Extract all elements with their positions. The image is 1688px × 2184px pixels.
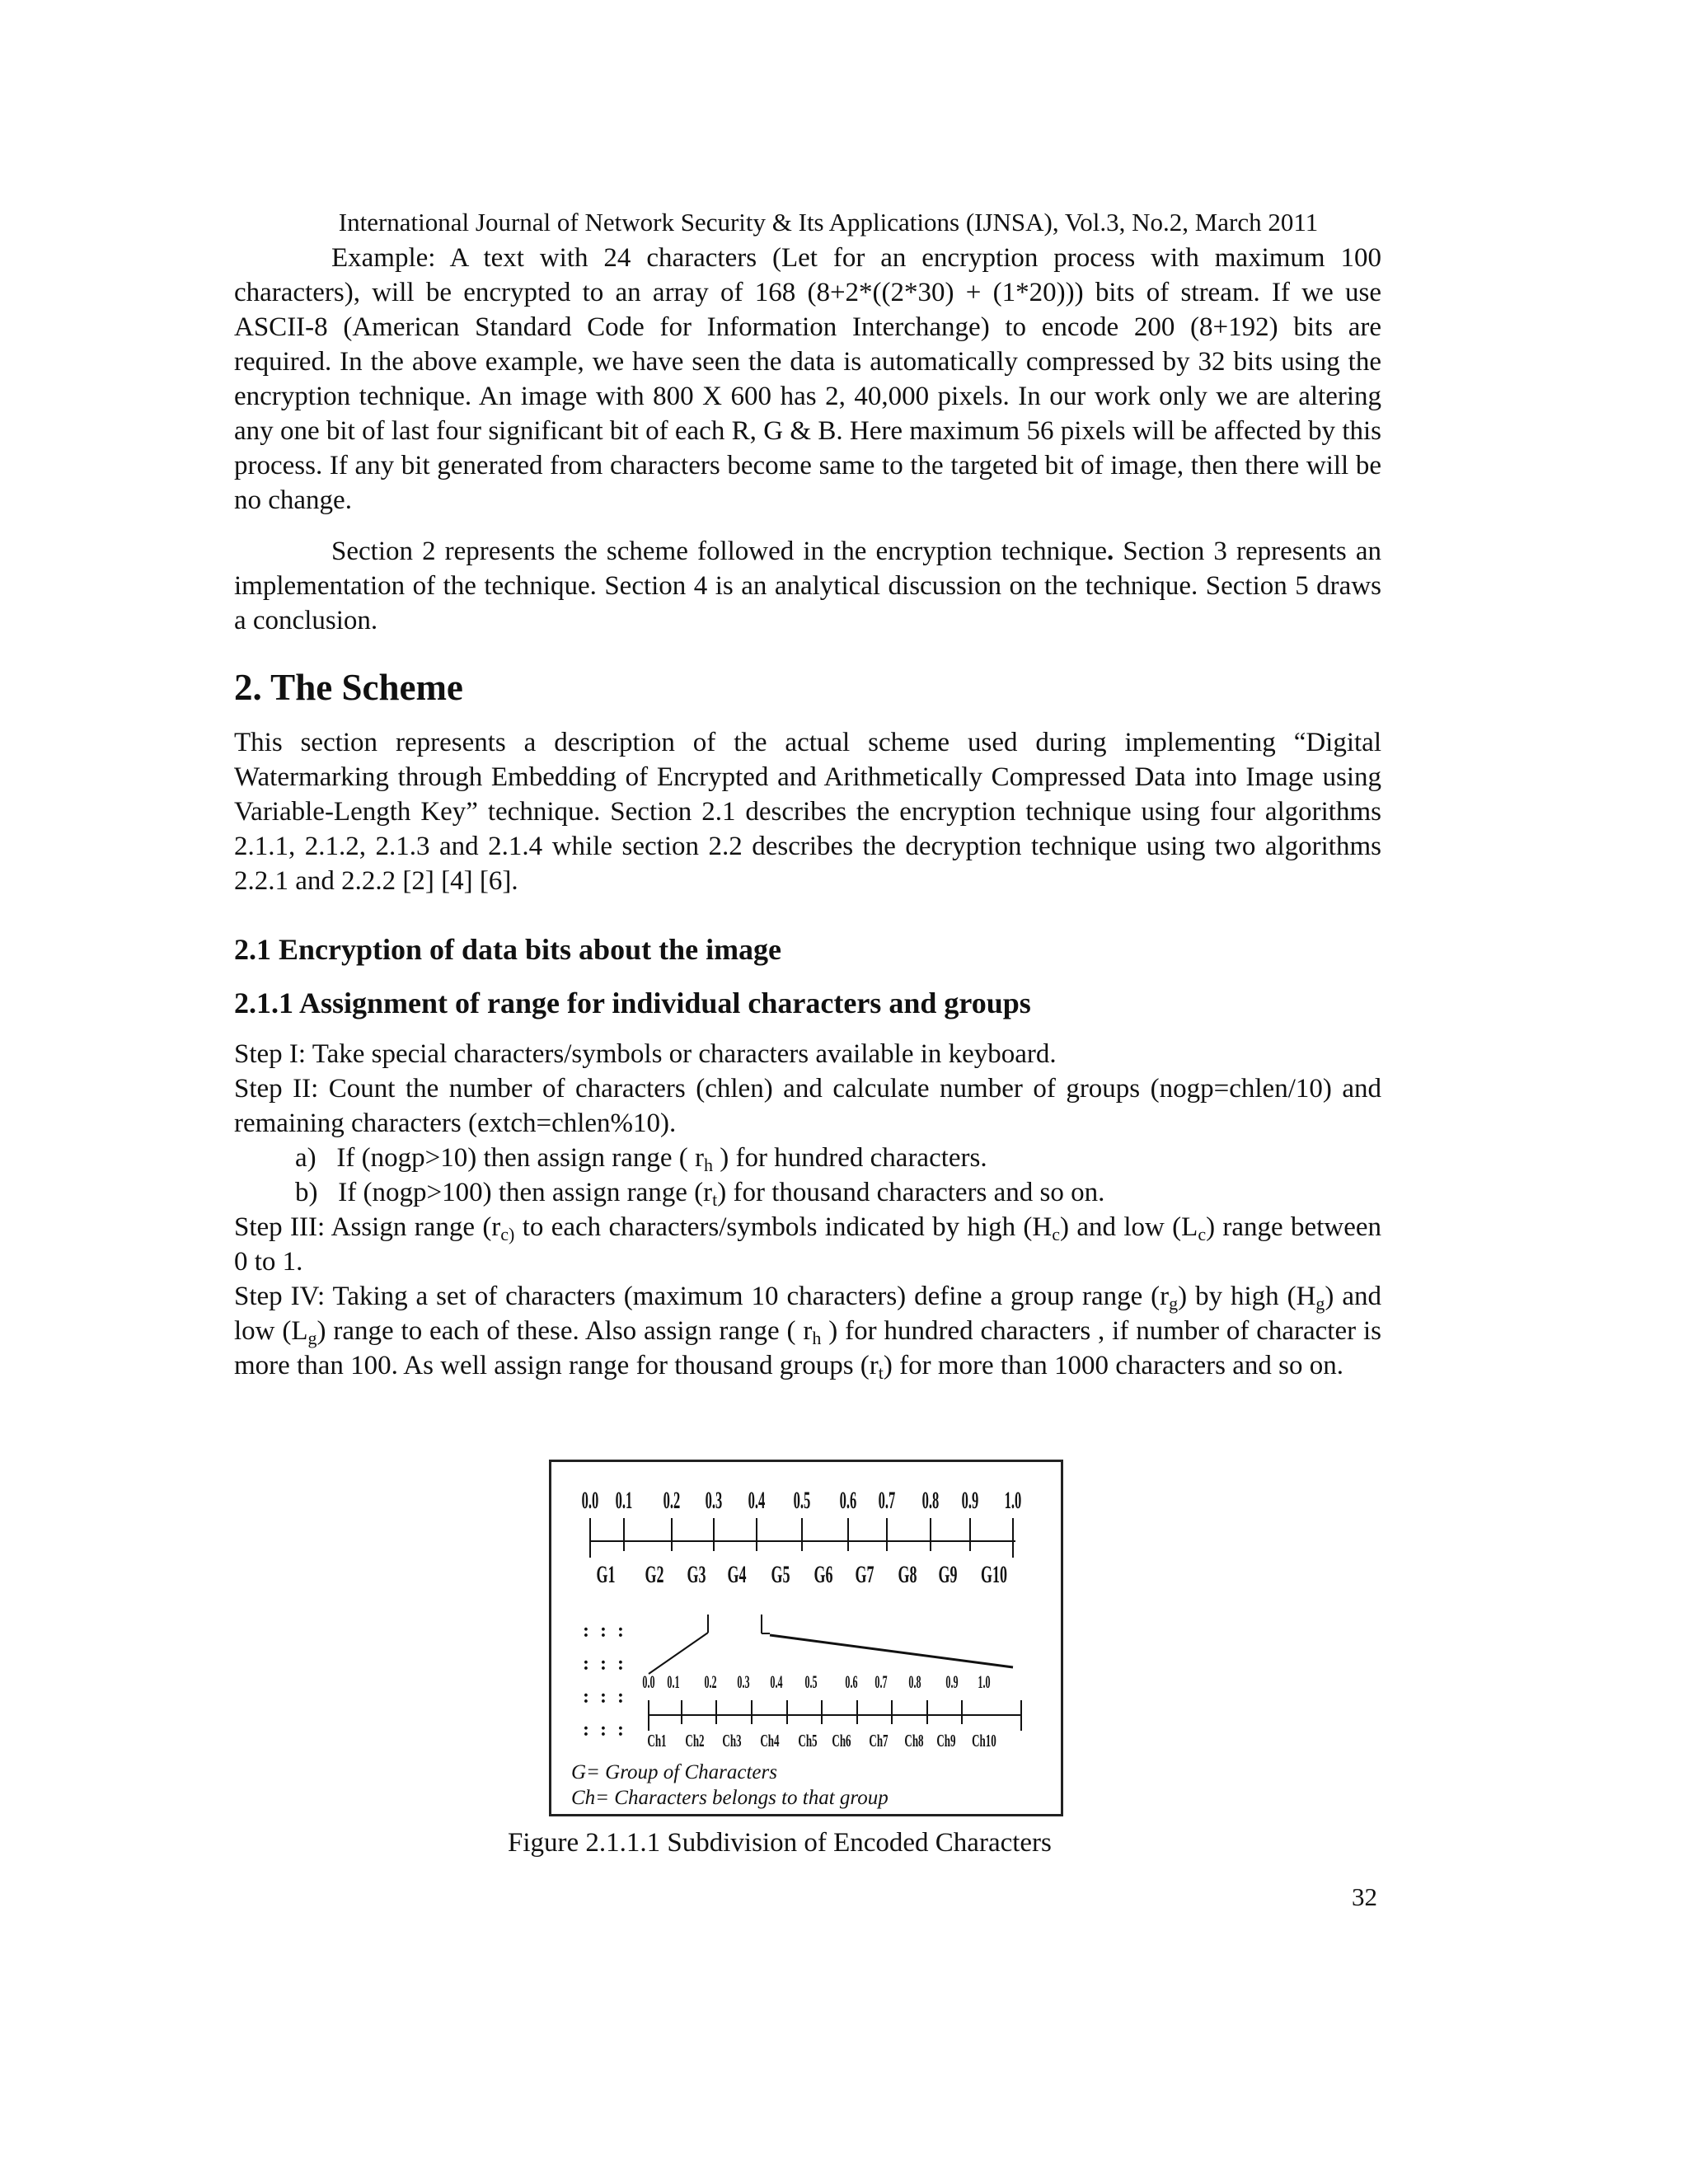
dots-marker: : (617, 1653, 624, 1675)
item-b-marker: b) (295, 1178, 318, 1207)
bottom-scale-label: 0.0 (642, 1671, 655, 1692)
figure-caption: Figure 2.1.1.1 Subdivision of Encoded Characters (508, 1828, 1052, 1858)
step-4 (234, 1279, 1381, 1383)
step-4-t2: ) by high (H (1178, 1282, 1316, 1311)
top-scale-label: 0.4 (748, 1486, 766, 1515)
dots-marker: : (617, 1686, 624, 1708)
dots-marker: : (617, 1719, 624, 1741)
group-label: G2 (645, 1561, 664, 1589)
step-2: Step II: Count the number of characters (chlen) and calculate number of groups (nogp=chlen/10) and remaining characters (extch=chlen%10). (234, 1074, 1381, 1138)
group-label: G4 (727, 1561, 747, 1589)
step-4-t4: ) range to each of these. Also assign range ( r (316, 1316, 813, 1346)
step-4-s5: t (878, 1362, 884, 1383)
bottom-scale-label: 0.2 (704, 1671, 717, 1692)
sections-overview-text-a: Section 2 represents the scheme followed in the encryption technique (331, 537, 1107, 566)
top-scale-label: 0.0 (581, 1486, 599, 1515)
steps-block (234, 1037, 1381, 1383)
top-scale-label: 0.8 (921, 1486, 940, 1515)
step-3-t2: to each characters/symbols indicated by high (H (514, 1212, 1053, 1242)
top-scale-label: 0.3 (705, 1486, 723, 1515)
step-3-s2: c (1052, 1224, 1061, 1244)
top-scale-label: 0.9 (961, 1486, 979, 1515)
bottom-scale-label: 0.8 (908, 1671, 921, 1692)
journal-header: International Journal of Network Security & Its Applications (IJNSA), Vol.3, No.2, March 2011 (338, 208, 1319, 237)
dots-marker: : (600, 1653, 607, 1675)
bottom-scale-label: 0.9 (945, 1671, 959, 1692)
top-scale-label: 0.2 (663, 1486, 681, 1515)
top-scale-label: 1.0 (1004, 1486, 1022, 1515)
group-label: G1 (596, 1561, 616, 1589)
item-a-text: If (nogp>10) then assign range ( r (336, 1143, 705, 1173)
step-4-t3: ) and low (L (234, 1282, 1381, 1346)
step-3-t3: ) and low (L (1060, 1212, 1198, 1242)
step-4-t5: ) for hundred characters , if number of character is more than 100. As well assign range for thousand groups (r (234, 1316, 1381, 1380)
top-scale-label: 0.6 (839, 1486, 857, 1515)
section-2-paragraph (234, 725, 1381, 898)
step-1: Step I: Take special characters/symbols or characters available in keyboard. (234, 1039, 1057, 1069)
legend-characters: Ch= Characters belongs to that group (571, 1787, 889, 1809)
group-label: G8 (898, 1561, 917, 1589)
dots-marker: : (600, 1620, 607, 1642)
subdivision-figure (549, 1460, 1063, 1816)
group-label: G6 (814, 1561, 833, 1589)
item-b-text-end: ) for thousand characters and so on. (717, 1178, 1105, 1207)
dots-marker: : (583, 1620, 589, 1642)
char-label: Ch5 (798, 1730, 818, 1750)
group-label: G10 (981, 1561, 1007, 1589)
step-2-item-a (234, 1141, 1381, 1175)
char-label: Ch2 (685, 1730, 705, 1750)
char-label: Ch7 (869, 1730, 889, 1750)
top-scale-label: 0.5 (793, 1486, 811, 1515)
item-a-text-end: ) for hundred characters. (713, 1143, 987, 1173)
char-label: Ch1 (647, 1730, 667, 1750)
bottom-scale-label: 0.3 (737, 1671, 750, 1692)
section-2-1-1-heading: 2.1.1 Assignment of range for individual characters and groups (234, 987, 1031, 1019)
group-label: G5 (771, 1561, 790, 1589)
scheme-description: This section represents a description of the actual scheme used during implementing “Digital Watermarking through Embedding of Encrypted and Arithmetically Compressed Data into Image using Variable-Length Key” technique. Section 2.1 describes the encryption technique using four algorithms 2.1.1, 2.1.2, 2.1.3 and 2.1.4 while section 2.2 describes the decryption technique using two algorithms 2.2.1 and 2.2.2 [2] [4] [6]. (234, 728, 1381, 896)
char-label: Ch6 (832, 1730, 851, 1750)
step-2-item-b (234, 1175, 1381, 1210)
item-b-sub: t (712, 1189, 718, 1210)
step-4-t1: Step IV: Taking a set of characters (maximum 10 characters) define a group range (r (234, 1282, 1170, 1311)
top-scale-label: 0.1 (615, 1486, 633, 1515)
example-paragraph-block (234, 241, 1381, 638)
item-b-text: If (nogp>100) then assign range (r (338, 1178, 713, 1207)
dots-marker: : (600, 1719, 607, 1741)
top-scale-label: 0.7 (878, 1486, 896, 1515)
page-number: 32 (1352, 1882, 1377, 1911)
char-label: Ch4 (760, 1730, 780, 1750)
step-3-t4: ) range between 0 to 1. (234, 1212, 1381, 1277)
step-3-s3: c (1198, 1224, 1207, 1244)
legend-group: G= Group of Characters (571, 1761, 777, 1783)
sections-overview-text-b: Section 3 represents an implementation of the technique. Section 4 is an analytical discussion on the technique. Section 5 draws a conclusion. (234, 537, 1381, 635)
step-4-s4: h (812, 1328, 822, 1348)
step-3-t1: Step III: Assign range (r (234, 1212, 501, 1242)
dots-marker: : (583, 1653, 589, 1675)
dots-marker: : (617, 1620, 624, 1642)
zoom-connector-right (770, 1635, 1013, 1667)
bottom-scale-label: 0.5 (804, 1671, 818, 1692)
step-3-s1: c) (500, 1224, 515, 1244)
group-label: G7 (855, 1561, 874, 1589)
step-4-s1: g (1169, 1293, 1179, 1314)
char-label: Ch8 (904, 1730, 924, 1750)
char-label: Ch3 (722, 1730, 742, 1750)
step-4-t6: ) for more than 1000 characters and so on. (883, 1351, 1343, 1380)
dots-marker: : (600, 1686, 607, 1708)
step-3 (234, 1210, 1381, 1279)
item-a-marker: a) (295, 1143, 316, 1173)
bottom-scale-label: 0.6 (845, 1671, 858, 1692)
char-label: Ch10 (972, 1730, 996, 1750)
char-label: Ch9 (936, 1730, 956, 1750)
group-label: G3 (687, 1561, 706, 1589)
item-a-sub: h (704, 1155, 714, 1175)
step-4-s2: g (1315, 1293, 1325, 1314)
bottom-scale-label: 0.4 (770, 1671, 783, 1692)
sections-overview-bold-dot: . (1107, 537, 1114, 566)
section-2-heading: 2. The Scheme (234, 667, 463, 708)
dots-marker: : (583, 1686, 589, 1708)
step-4-s3: g (307, 1328, 317, 1348)
sections-overview-paragraph (234, 534, 1381, 638)
zoom-connector-left (649, 1633, 708, 1674)
bottom-scale-label: 0.7 (874, 1671, 888, 1692)
bottom-scale-label: 1.0 (978, 1671, 991, 1692)
dots-marker: : (583, 1719, 589, 1741)
bottom-scale-label: 0.1 (667, 1671, 680, 1692)
section-2-1-heading: 2.1 Encryption of data bits about the image (234, 933, 782, 966)
example-paragraph: Example: A text with 24 characters (Let for an encryption process with maximum 100 characters), will be encrypted to an array of 168 (8+2*((2*30) + (1*20))) bits of stream. If we use ASCII-8 (American Standard Code for Information Interchange) to encode 200 (8+192) bits are required. In the above example, we have seen the data is automatically compressed by 32 bits using the encryption technique. An image with 800 X 600 has 2, 40,000 pixels. In our work only we are altering any one bit of last four significant bit of each R, G & B. Here maximum 56 pixels will be affected by this process. If any bit generated from characters become same to the targeted bit of image, then there will be no change. (234, 243, 1381, 515)
group-label: G9 (938, 1561, 958, 1589)
